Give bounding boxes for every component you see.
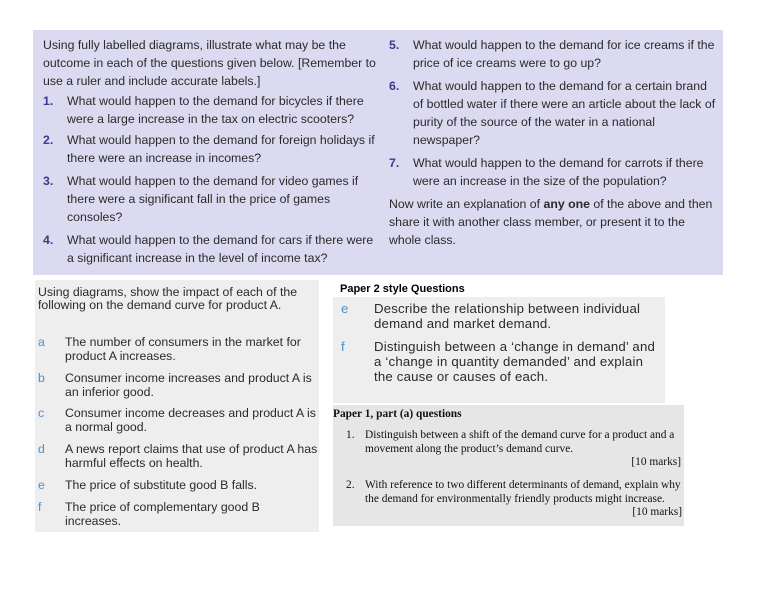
demand-item-f (38, 501, 318, 528)
question-7 (389, 154, 717, 190)
item-letter: e (341, 301, 349, 316)
closing-text-emphasis: any one (543, 197, 590, 211)
closing-text-end: of the above and then share it with another class member, or present it to the whole class. (389, 197, 713, 247)
question-text: What would happen to the demand for bicycles if there were a large increase in the tax on electric scooters? (67, 94, 364, 126)
question-number: 6. (389, 79, 400, 93)
item-text: The number of consumers in the market for product A increases. (65, 335, 301, 363)
item-text: Describe the relationship between individual demand and market demand. (374, 301, 641, 331)
left-column (43, 30, 378, 267)
item-letter: a (38, 335, 45, 349)
question-6 (389, 77, 717, 149)
item-text: A news report claims that use of product A has harmful effects on health. (65, 442, 318, 470)
question-number: 2. (346, 479, 355, 491)
item-text: Consumer income increases and product A is an inferior good. (65, 371, 312, 399)
paper1-question-1 (346, 429, 682, 470)
question-5 (389, 36, 717, 72)
paper2-title: Paper 2 style Questions (340, 283, 465, 295)
paper1-question-2 (346, 479, 682, 520)
question-body: With reference to two different determinants of demand, explain why the demand for environmentally friendly products might increase. (365, 479, 681, 505)
question-number: 7. (389, 156, 400, 170)
item-letter: f (341, 339, 345, 354)
question-3 (43, 172, 378, 226)
demand-item-a (38, 336, 318, 363)
question-marks: [10 marks] (631, 456, 681, 468)
instructions: Using fully labelled diagrams, illustrate what may be the outcome in each of the questions given below. [Remember to use a ruler and include accurate labels.] (43, 38, 376, 88)
paper2-item-f (341, 339, 663, 384)
right-column (389, 30, 717, 249)
question-number: 2. (43, 133, 54, 147)
question-number: 3. (43, 174, 54, 188)
question-1 (43, 92, 378, 128)
question-number: 1. (43, 94, 54, 108)
item-text: The price of complementary good B increases. (65, 500, 260, 528)
demand-curve-panel (35, 280, 319, 532)
question-marks: [10 marks] (632, 506, 682, 518)
question-2 (43, 131, 378, 167)
demand-curve-intro: Using diagrams, show the impact of each of the following on the demand curve for product A. (38, 285, 298, 312)
item-letter: c (38, 406, 45, 420)
question-text: What would happen to the demand for a certain brand of bottled water if there were an article about the lack of purity of the source of the water in a national newspaper? (413, 79, 716, 147)
question-number: 4. (43, 233, 54, 247)
closing-text-start: Now write an explanation of (389, 197, 544, 211)
demand-item-c (38, 407, 318, 434)
paper2-item-e (341, 301, 663, 331)
closing-instruction (389, 195, 717, 249)
question-4 (43, 231, 378, 267)
paper1-title: Paper 1, part (a) questions (333, 408, 462, 420)
item-letter: b (38, 371, 45, 385)
question-text: What would happen to the demand for video games if there were a significant fall in the price of games consoles? (67, 174, 359, 224)
item-letter: f (38, 500, 42, 514)
demand-item-e (38, 479, 318, 493)
diagram-questions-panel (33, 30, 723, 275)
item-text: Distinguish between a ‘change in demand’ and a ‘change in quantity demanded’ and explain the cause or causes of each. (374, 339, 656, 384)
question-text (346, 479, 682, 518)
paper2-panel (333, 297, 665, 403)
item-letter: d (38, 442, 45, 456)
item-letter: e (38, 478, 45, 492)
demand-item-d (38, 443, 318, 470)
item-text: The price of substitute good B falls. (65, 478, 258, 492)
demand-item-b (38, 372, 318, 399)
item-text: Consumer income decreases and product A is a normal good. (65, 406, 316, 434)
question-number: 1. (346, 429, 355, 441)
question-text: What would happen to the demand for carrots if there were an increase in the size of the population? (413, 156, 704, 188)
question-text: What would happen to the demand for cars if there were a significant increase in the level of income tax? (67, 233, 374, 265)
question-number: 5. (389, 38, 400, 52)
question-text: What would happen to the demand for foreign holidays if there were an increase in incomes? (67, 133, 375, 165)
paper1-panel (333, 405, 684, 526)
question-text: Distinguish between a shift of the demand curve for a product and a movement along the product’s demand curve. (365, 429, 675, 455)
question-text: What would happen to the demand for ice creams if the price of ice creams were to go up? (413, 38, 715, 70)
